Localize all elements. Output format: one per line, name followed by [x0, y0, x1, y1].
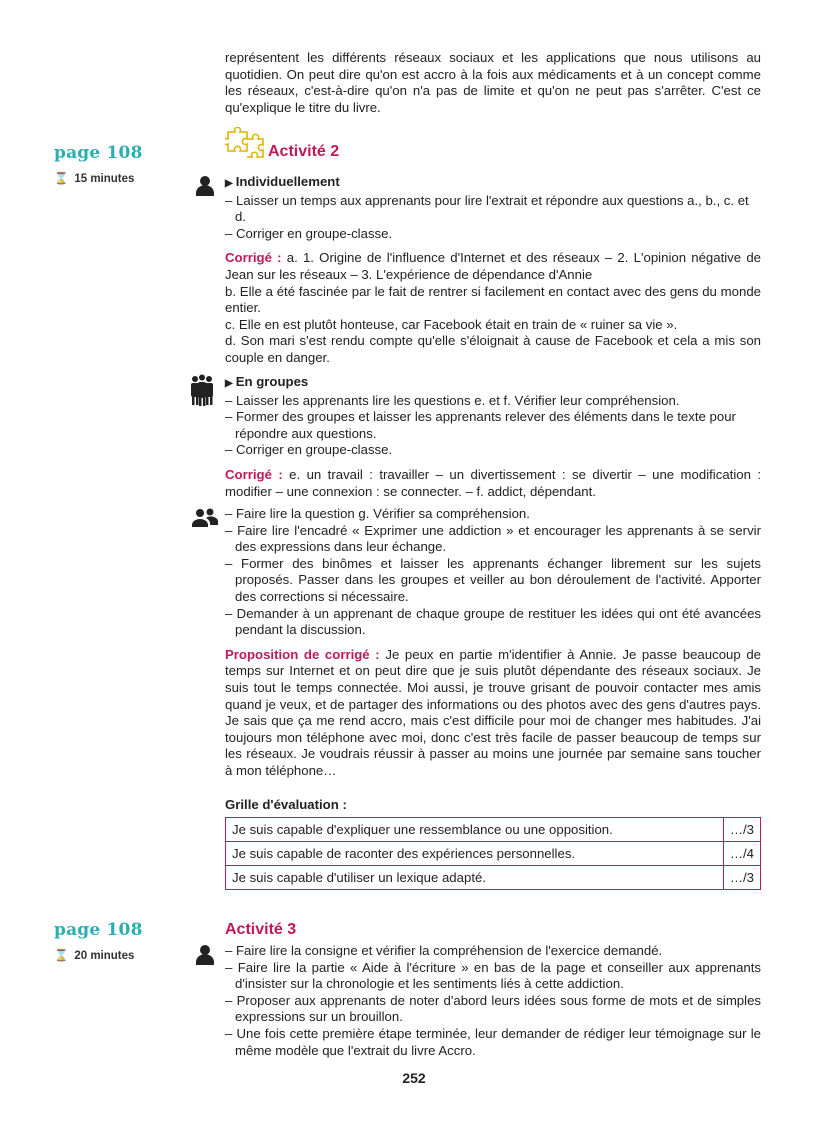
- grid-cell-score: …/3: [723, 866, 760, 890]
- table-row: [226, 866, 761, 890]
- person-icon: [195, 944, 215, 966]
- list-item: – Proposer aux apprenants de noter d'abord leurs idées sous forme de mots et de simples expressions sur un brouillon.: [225, 992, 761, 1025]
- list-item: – Corriger en groupe-classe.: [225, 442, 393, 458]
- activity3-duration: [54, 948, 134, 962]
- activity2-header: [225, 127, 265, 161]
- activity2-duration-text: 15 minutes: [74, 173, 135, 185]
- list-item: – Demander à un apprenant de chaque groupe de restituer les idées qui ont été avancées pendant la discussion.: [225, 605, 761, 638]
- table-row: [226, 842, 761, 866]
- activity3-duration-text: 20 minutes: [74, 950, 135, 962]
- individual-list: [225, 193, 761, 243]
- grid-title: Grille d'évaluation :: [225, 797, 347, 812]
- corrige-d: d. Son mari s'est rendu compte qu'elle s'éloignait à cause de Facebook et cela a mis son couple en danger.: [225, 333, 761, 365]
- hourglass-icon: ⌛: [54, 950, 69, 962]
- activity3-page-ref: page 108: [54, 920, 143, 940]
- activity2-page-ref: page 108: [54, 143, 143, 163]
- activity3-title: Activité 3: [225, 921, 297, 938]
- activity2-title: Activité 2: [268, 143, 340, 160]
- list-item: – Former des groupes et laisser les apprenants relever des éléments dans le texte pour répondre aux questions.: [225, 409, 736, 441]
- table-row: [226, 818, 761, 842]
- group-icon: [188, 374, 216, 406]
- puzzle-icon: [225, 127, 265, 161]
- corrige-b: b. Elle a été fascinée par le fait de rentrer si facilement en contact avec des gens du monde entier.: [225, 283, 761, 316]
- list-item: – Laisser un temps aux apprenants pour lire l'extrait et répondre aux questions a., b., c. et d.: [225, 192, 749, 225]
- grid-cell-label: Je suis capable d'expliquer une ressemblance ou une opposition.: [226, 818, 724, 842]
- grid-cell-label: Je suis capable de raconter des expériences personnelles.: [226, 842, 724, 866]
- grid-cell-score: …/3: [723, 818, 760, 842]
- grid-cell-label: Je suis capable d'utiliser un lexique adapté.: [226, 866, 724, 890]
- groups-corrige: Corrigé : e. un travail : travailler – un divertissement : se divertir – une modification : modifier – une connexion : se connecter. – f. addict, dépendant.: [225, 466, 762, 499]
- evaluation-grid: [225, 817, 761, 890]
- list-item: – Corriger en groupe-classe.: [225, 225, 393, 241]
- list-item: – Faire lire la partie « Aide à l'écriture » en bas de la page et conseiller aux apprenants d'insister sur la chronologie et les sentiments liés à cette addiction.: [225, 959, 761, 992]
- person-icon: [195, 175, 215, 197]
- activity2-duration: [54, 171, 134, 185]
- groups-heading: ▶ En groupes: [225, 374, 309, 389]
- intro-paragraph: représentent les différents réseaux sociaux et les applications que nous utilisons au quotidien. On peut dire qu'on est accro à la fois aux médicaments et à un concept comme les réseaux, c'est-à-dire qu'on n'a pas de limite et qu'on ne peut pas s'arrêter. C'est ce qu'explique le titre du livre.: [225, 50, 761, 115]
- grid-cell-score: …/4: [723, 842, 760, 866]
- individual-heading: ▶ Individuellement: [225, 174, 340, 189]
- list-item: – Faire lire l'encadré « Exprimer une addiction » et encourager les apprenants à se servir des expressions dans leur échange.: [225, 522, 761, 555]
- activity3-section: [225, 943, 761, 1059]
- corrige-c: c. Elle en est plutôt honteuse, car Facebook était en train de « ruiner sa vie ».: [225, 316, 678, 332]
- individual-section: [225, 174, 761, 367]
- proposition-corrige: Proposition de corrigé : Je peux en partie m'identifier à Annie. Je passe beaucoup de temps sur Internet et on peut dire que je suis plutôt dépendante des réseaux sociaux. Je suis tout le temps connectée. Moi aussi, je trouve grisant de pouvoir contacter mes amis quand je veux, et de partager des informations ou des photos avec des gens d'autres pays. Je sais que ça me rend accro, mais c'est difficile pour moi de changer mes habitudes. J'ai toujours mon téléphone avec moi, donc c'est très facile de passer beaucoup de temps sur les réseaux. Je voudrais réussir à passer au moins une journée par semaine sans toucher à mon téléphone…: [225, 646, 762, 778]
- list-item: – Faire lire la consigne et vérifier la compréhension de l'exercice demandé.: [225, 943, 663, 958]
- pair-icon: [192, 508, 218, 528]
- pairs-list: [225, 506, 761, 639]
- corrige-a: Corrigé : a. 1. Origine de l'influence d'Internet et des réseaux – 2. L'opinion négative de Jean sur les réseaux – 3. L'expérience de dépendance d'Annie: [225, 250, 762, 282]
- groups-list: [225, 393, 761, 459]
- list-item: – Laisser les apprenants lire les questions e. et f. Vérifier leur compréhension.: [225, 392, 680, 408]
- list-item: – Une fois cette première étape terminée, leur demander de rédiger leur témoignage sur le même modèle que l'extrait du livre Accro.: [225, 1025, 761, 1058]
- list-item: – Faire lire la question g. Vérifier sa compréhension.: [225, 506, 530, 521]
- list-item: – Former des binômes et laisser les apprenants échanger librement sur les sujets proposés. Passer dans les groupes et veiller au bon déroulement de l'activité. Apporter des corrections si nécessaire.: [225, 555, 761, 604]
- groups-section: [225, 374, 761, 500]
- pairs-section: [225, 506, 761, 780]
- page-number: 252: [402, 1070, 426, 1086]
- activity3-list: [225, 943, 761, 1059]
- hourglass-icon: ⌛: [54, 173, 69, 185]
